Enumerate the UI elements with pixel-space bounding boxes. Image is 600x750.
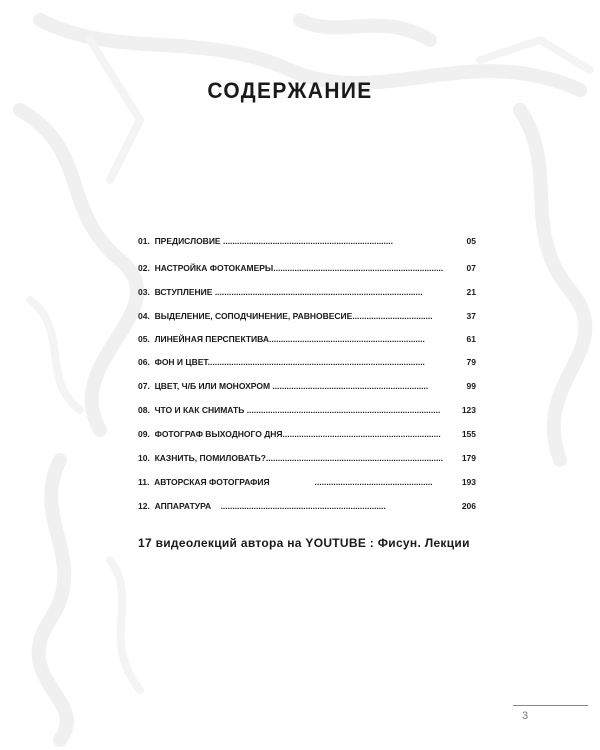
toc-entry [138,427,480,441]
toc-entry-label: ЧТО И КАК СНИМАТЬ [154,405,245,415]
youtube-lectures-note: 17 видеолекций автора на YOUTUBE : Фисун. Лекции [138,536,470,550]
toc-entry-number: 10. [138,453,150,463]
toc-entry-leader: ................................................................... [282,429,441,439]
toc-entry-page: 155 [461,429,476,439]
toc-entry-number: 05. [138,334,150,344]
toc-entry-number: 11. [138,477,150,487]
toc-entry [138,332,480,346]
toc-entry-number: 04. [138,311,150,321]
toc-entry [138,499,480,513]
toc-entry-text [138,309,433,323]
page-title: СОДЕРЖАНИЕ [207,78,373,103]
toc-entry [138,475,480,489]
toc-entry-text [138,285,434,299]
toc-entry-leader: ...................................................................... [211,501,386,511]
toc-entry-label: АВТОРСКАЯ ФОТОГРАФИЯ [154,477,270,487]
toc-entry-number: 09. [138,429,150,439]
toc-entry-number: 06. [138,357,150,367]
toc-entry-leader: .................................................................. [269,334,425,344]
toc-entry-label: ВСТУПЛЕНИЕ [154,287,213,297]
toc-entry-page: 179 [461,453,476,463]
toc-entry-leader: ........................................................................ [273,263,444,273]
toc-entry-leader: ........................................................................ [220,236,394,246]
toc-entry-text [138,499,418,513]
toc-entry-page: 07 [466,263,476,273]
toc-entry-page: 37 [466,311,476,321]
toc-entry-text [138,234,428,248]
toc-entry [138,403,480,417]
toc-entry-text [138,261,444,275]
toc-entry-label: ПРЕДИСЛОВИЕ [154,236,221,246]
toc-entry-leader: ........................................................................... [265,453,444,463]
toc-entry-number: 03. [138,287,150,297]
toc-entry-leader: .................................................................. [270,381,429,391]
toc-entry [138,261,480,275]
toc-entry-number: 01. [138,236,150,246]
toc-entry-page: 206 [461,501,476,511]
toc-entry-text [138,475,433,489]
toc-entry-label: ВЫДЕЛЕНИЕ, СОПОДЧИНЕНИЕ, РАВНОВЕСИЕ [154,311,353,321]
toc-entry [138,234,480,248]
toc-entry-text [138,451,444,465]
toc-entry-page: 21 [466,287,476,297]
toc-entry-label: ЛИНЕЙНАЯ ПЕРСПЕКТИВА [154,334,270,344]
toc-entry-leader: ............................................................................................ [207,357,425,367]
toc-entry-label: НАСТРОЙКА ФОТОКАМЕРЫ [154,263,274,273]
toc-entry-page: 61 [466,334,476,344]
toc-entry-label: АППАРАТУРА [154,501,212,511]
toc-entry-label: КАЗНИТЬ, ПОМИЛОВАТЬ? [154,453,266,463]
toc-entry [138,355,480,369]
toc-entry-page: 193 [461,477,476,487]
toc-entry-number: 08. [138,405,150,415]
page-number: 3 [522,710,529,722]
toc-entry-leader: .................................. [352,311,433,321]
toc-entry [138,285,480,299]
toc-entry [138,309,480,323]
toc-entry-text [138,355,440,369]
toc-entry-page: 79 [466,357,476,367]
toc-entry-page: 05 [466,236,476,246]
toc-entry-text [138,379,430,393]
toc-entry-text [138,427,441,441]
toc-entry-leader: .................................................. [269,477,433,487]
toc-entry-leader: ........................................................................................ [212,287,423,297]
toc-entry-number: 02. [138,263,150,273]
toc-entry [138,379,480,393]
toc-entry-leader: .................................................................................. [244,405,441,415]
toc-entry [138,451,480,465]
toc-entry-label: ЦВЕТ, Ч/Б ИЛИ МОНОХРОМ [154,381,271,391]
toc-entry-label: ФОН И ЦВЕТ [154,357,208,367]
toc-entry-page: 99 [466,381,476,391]
toc-entry-number: 07. [138,381,150,391]
toc-entry-text [138,332,434,346]
toc-entry-text [138,403,441,417]
toc-entry-label: ФОТОГРАФ ВЫХОДНОГО ДНЯ [154,429,283,439]
toc-entry-number: 12. [138,501,150,511]
footer-rule [513,705,588,706]
toc-entry-page: 123 [461,405,476,415]
